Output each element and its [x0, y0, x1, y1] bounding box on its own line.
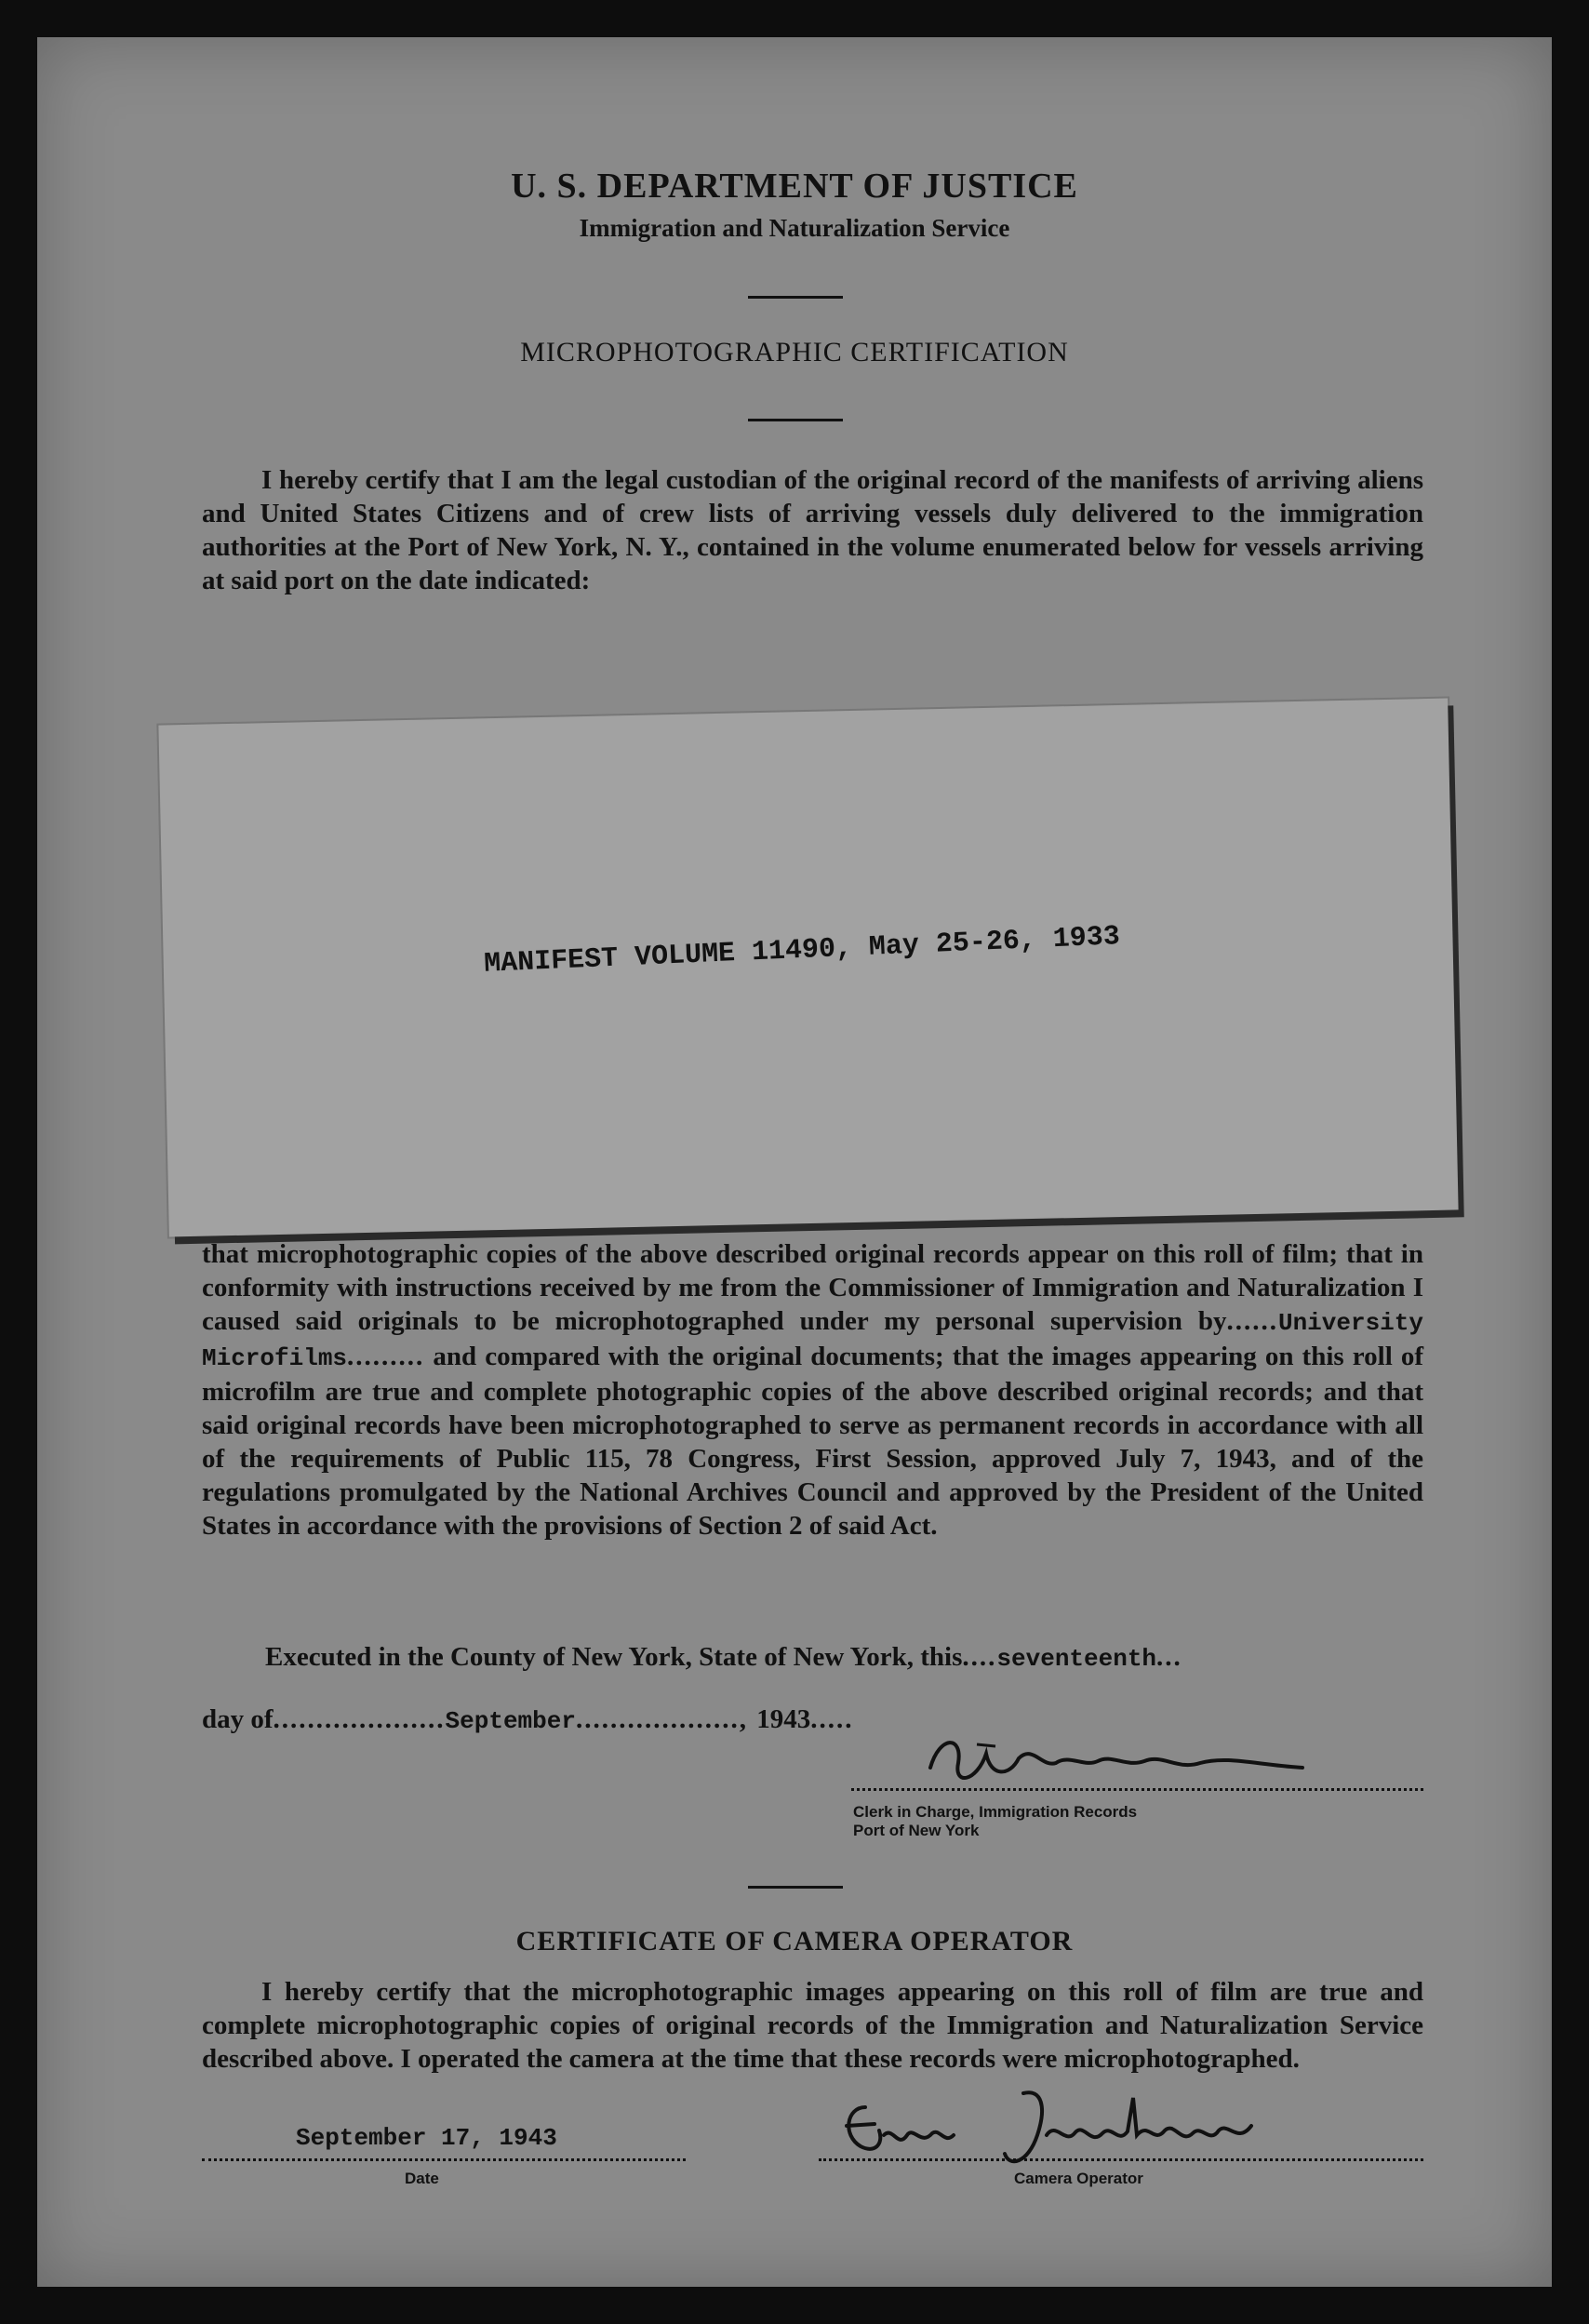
manifest-volume-text: MANIFEST VOLUME 11490, May 25-26, 1933 [483, 921, 1121, 981]
executed-prefix: Executed in the County of New York, State of New York, this [265, 1642, 963, 1672]
paragraph-2-part-b: and compared with the original documents; that the images appearing on this roll of microfilm are true and complete photographic copies of the above described original records; and that said original records have been microphotographed to serve as permanent records in accordance with all of the requirements of Public 115, 78 Congress, First Session, approved July 7, 1943, and of the regulations promulgated by the National Archives Council and approved by the President of the United States in accordance with the provisions of Section 2 of said Act. [202, 1342, 1424, 1541]
clerk-signature-line [851, 1788, 1423, 1791]
fill-dots: .................... [273, 1704, 446, 1734]
executed-day-value: seventeenth [996, 1645, 1157, 1673]
date-value: September 17, 1943 [296, 2124, 557, 2152]
certification-paragraph-2 [202, 1237, 1423, 1543]
month-value: September [445, 1707, 576, 1735]
clerk-title [853, 1803, 1137, 1840]
certification-title: MICROPHOTOGRAPHIC CERTIFICATION [520, 337, 1069, 367]
divider [748, 419, 843, 421]
operator-label: Camera Operator [1014, 2170, 1143, 2187]
operator-signature-line [819, 2158, 1423, 2161]
divider [748, 296, 843, 299]
fill-dots: ... [1156, 1642, 1182, 1672]
day-of-line [202, 1704, 853, 1735]
photographed-by-value: University Microfilms [202, 1309, 1423, 1372]
clerk-title-line-2: Port of New York [853, 1822, 980, 1839]
fill-dots: ..................., [575, 1704, 757, 1734]
date-label: Date [405, 2170, 439, 2187]
service-subheading: Immigration and Naturalization Service [579, 214, 1010, 242]
date-line [202, 2158, 686, 2161]
agency-heading: U. S. DEPARTMENT OF JUSTICE [511, 167, 1078, 206]
fill-dots: ..... [810, 1704, 854, 1734]
fill-dots: ...... [1226, 1306, 1278, 1336]
executed-line [265, 1642, 1182, 1673]
divider [748, 1886, 843, 1889]
certification-paragraph-1: I hereby certify that I am the legal custodian of the original record of the manifests of arriving aliens and United States Citizens and of crew lists of arriving vessels duly delivered to the immigration authorities at the Port of New York, N. Y., contained in the volume enumerated below for vessels arriving at said port on the date indicated: [202, 465, 1423, 595]
year-value: 1943 [756, 1704, 811, 1734]
fill-dots: ......... [347, 1342, 425, 1371]
day-of-prefix: day of [202, 1704, 274, 1734]
fill-dots: .... [962, 1642, 997, 1672]
camera-operator-paragraph: I hereby certify that the microphotographic images appearing on this roll of film are true and complete microphotographic copies of original records of the Immigration and Naturalization Service described above. I operated the camera at the time that these records were microphotographed. [202, 1977, 1423, 2074]
volume-insert-card [158, 699, 1458, 1237]
clerk-title-line-1: Clerk in Charge, Immigration Records [853, 1803, 1138, 1821]
certificate-sheet [37, 37, 1552, 2287]
paragraph-2-part-a: that microphotographic copies of the above described original records appear on this roll of film; that in conformity with instructions received by me from the Commissioner of Immigration and Naturalization I caused said originals to be microphotographed under my personal supervision by [202, 1239, 1423, 1336]
camera-operator-title: CERTIFICATE OF CAMERA OPERATOR [515, 1926, 1074, 1957]
